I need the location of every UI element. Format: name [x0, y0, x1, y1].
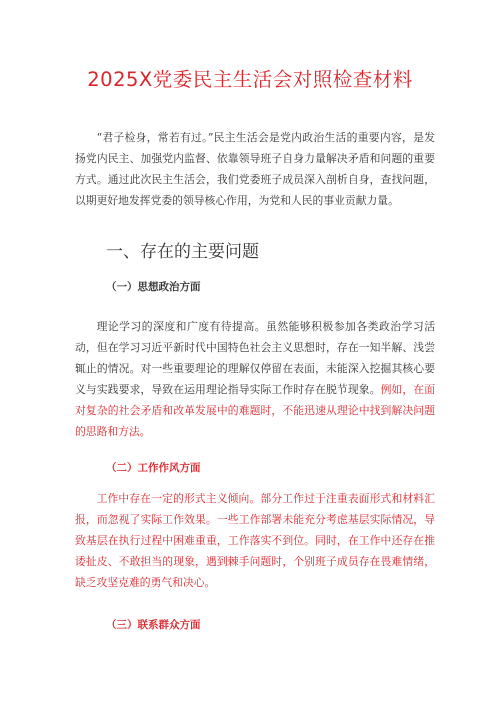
- highlighted-text: 例如，在面对复杂的社会矛盾和改革发展中的难题时，不能迅速从理论中找到解决问题的思路和方法。: [75, 383, 436, 438]
- document-title: 2025X党委民主生活会对照检查材料: [87, 68, 413, 91]
- intro-paragraph: “君子检身，常若有过。”民主生活会是党内政治生活的重要内容，是发扬党内民主、加强党内监督、依靠领导班子自身力量解决矛盾和问题的重要方式。通过此次民主生活会，我们党委班子成员深入剖析自身，查找问题，以期更好地发挥党委的领导核心作用，为党和人民的事业贡献力量。: [75, 131, 435, 207]
- subheading-ideology-politics: （一）思想政治方面: [106, 281, 201, 293]
- paragraph-work-style: 工作中存在一定的形式主义倾向。部分工作过于注重表面形式和材料汇报，而忽视了实际工作效果。一些工作部署未能充分考虑基层实际情况，导致基层在执行过程中困难重重，工作落实不到位。同时，在工作中还存在推诿扯皮、不敢担当的现象，遇到棘手问题时，个别班子成员存在畏难情绪，缺乏攻坚克难的勇气和决心。: [75, 492, 435, 589]
- subheading-work-style: （二）工作作风方面: [106, 462, 201, 474]
- paragraph-text: 理论学习的深度和广度有待提高。虽然能够积极参加各类政治学习活动，但在学习习近平新时代中国特色社会主义思想时，存在一知半解、浅尝辄止的情况。对一些重要理论的理解仅停留在表面，未能深入挖掘其核心要义与实践要求，导致在运用理论指导实际工作时存在脱节现象。: [75, 320, 435, 396]
- paragraph-ideology-politics: [75, 316, 435, 442]
- section-heading-problems: 一、存在的主要问题: [106, 242, 259, 262]
- subheading-mass-contact: （三）联系群众方面: [106, 619, 201, 631]
